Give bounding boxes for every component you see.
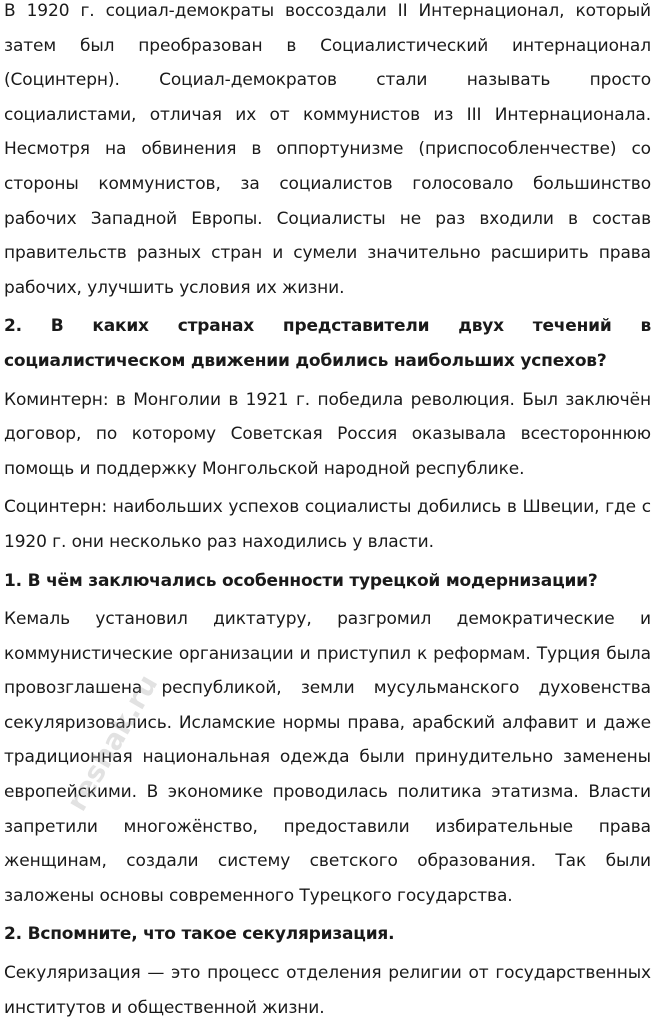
intro-paragraph: В 1920 г. социал-демократы воссоздали II Интернационал, который затем был преобразован в Социалистический интернационал (Социнтерн). Социал-демократов стали называть просто социалистами, отличая их от коммунистов из III Интернационала. Несмотря на обвинения в оппортунизме (приспособленчестве) со стороны коммунистов, за социалистов голосовало большинство рабочих Западной Европы. Социалисты не раз входили в состав правительств разных стран и сумели значительно расширить права рабочих, улучшить условия их жизни. [4,1,651,298]
answer-secularization: Секуляризация — это процесс отделения религии от государственных институтов и общественной жизни. [4,963,651,1018]
question-2-heading: 2. В каких странах представители двух течений в социалистическом движении добились наибольших успехов? [4,316,651,371]
question-secularization-heading: 2. Вспомните, что такое секуляризация. [4,924,395,945]
document-page [4,0,651,1025]
answer-socintern: Социнтерн: наибольших успехов социалисты добились в Швеции, где с 1920 г. они несколько раз находились у власти. [4,497,651,552]
answer-comintern: Коминтерн: в Монголии в 1921 г. победила революция. Был заключён договор, по которому Советская Россия оказывала всестороннюю помощь и поддержку Монгольской народной республике. [4,389,651,479]
question-1-heading: 1. В чём заключались особенности турецкой модернизации? [4,570,598,591]
watermark-logo: reshak.ru [60,668,165,817]
answer-turkish-modernization: Кемаль установил диктатуру, разгромил демократические и коммунистические организации и приступил к реформам. Турция была провозглашена республикой, земли мусульманского духовенства секуляризовались. Исламские нормы права, арабский алфавит и даже традиционная национальная одежда были принудительно заменены европейскими. В экономике проводилась политика этатизма. Власти запретили многожёнство, предоставили избирательные права женщинам, создали систему светского образования. Так были заложены основы современного Турецкого государства. [4,609,651,906]
